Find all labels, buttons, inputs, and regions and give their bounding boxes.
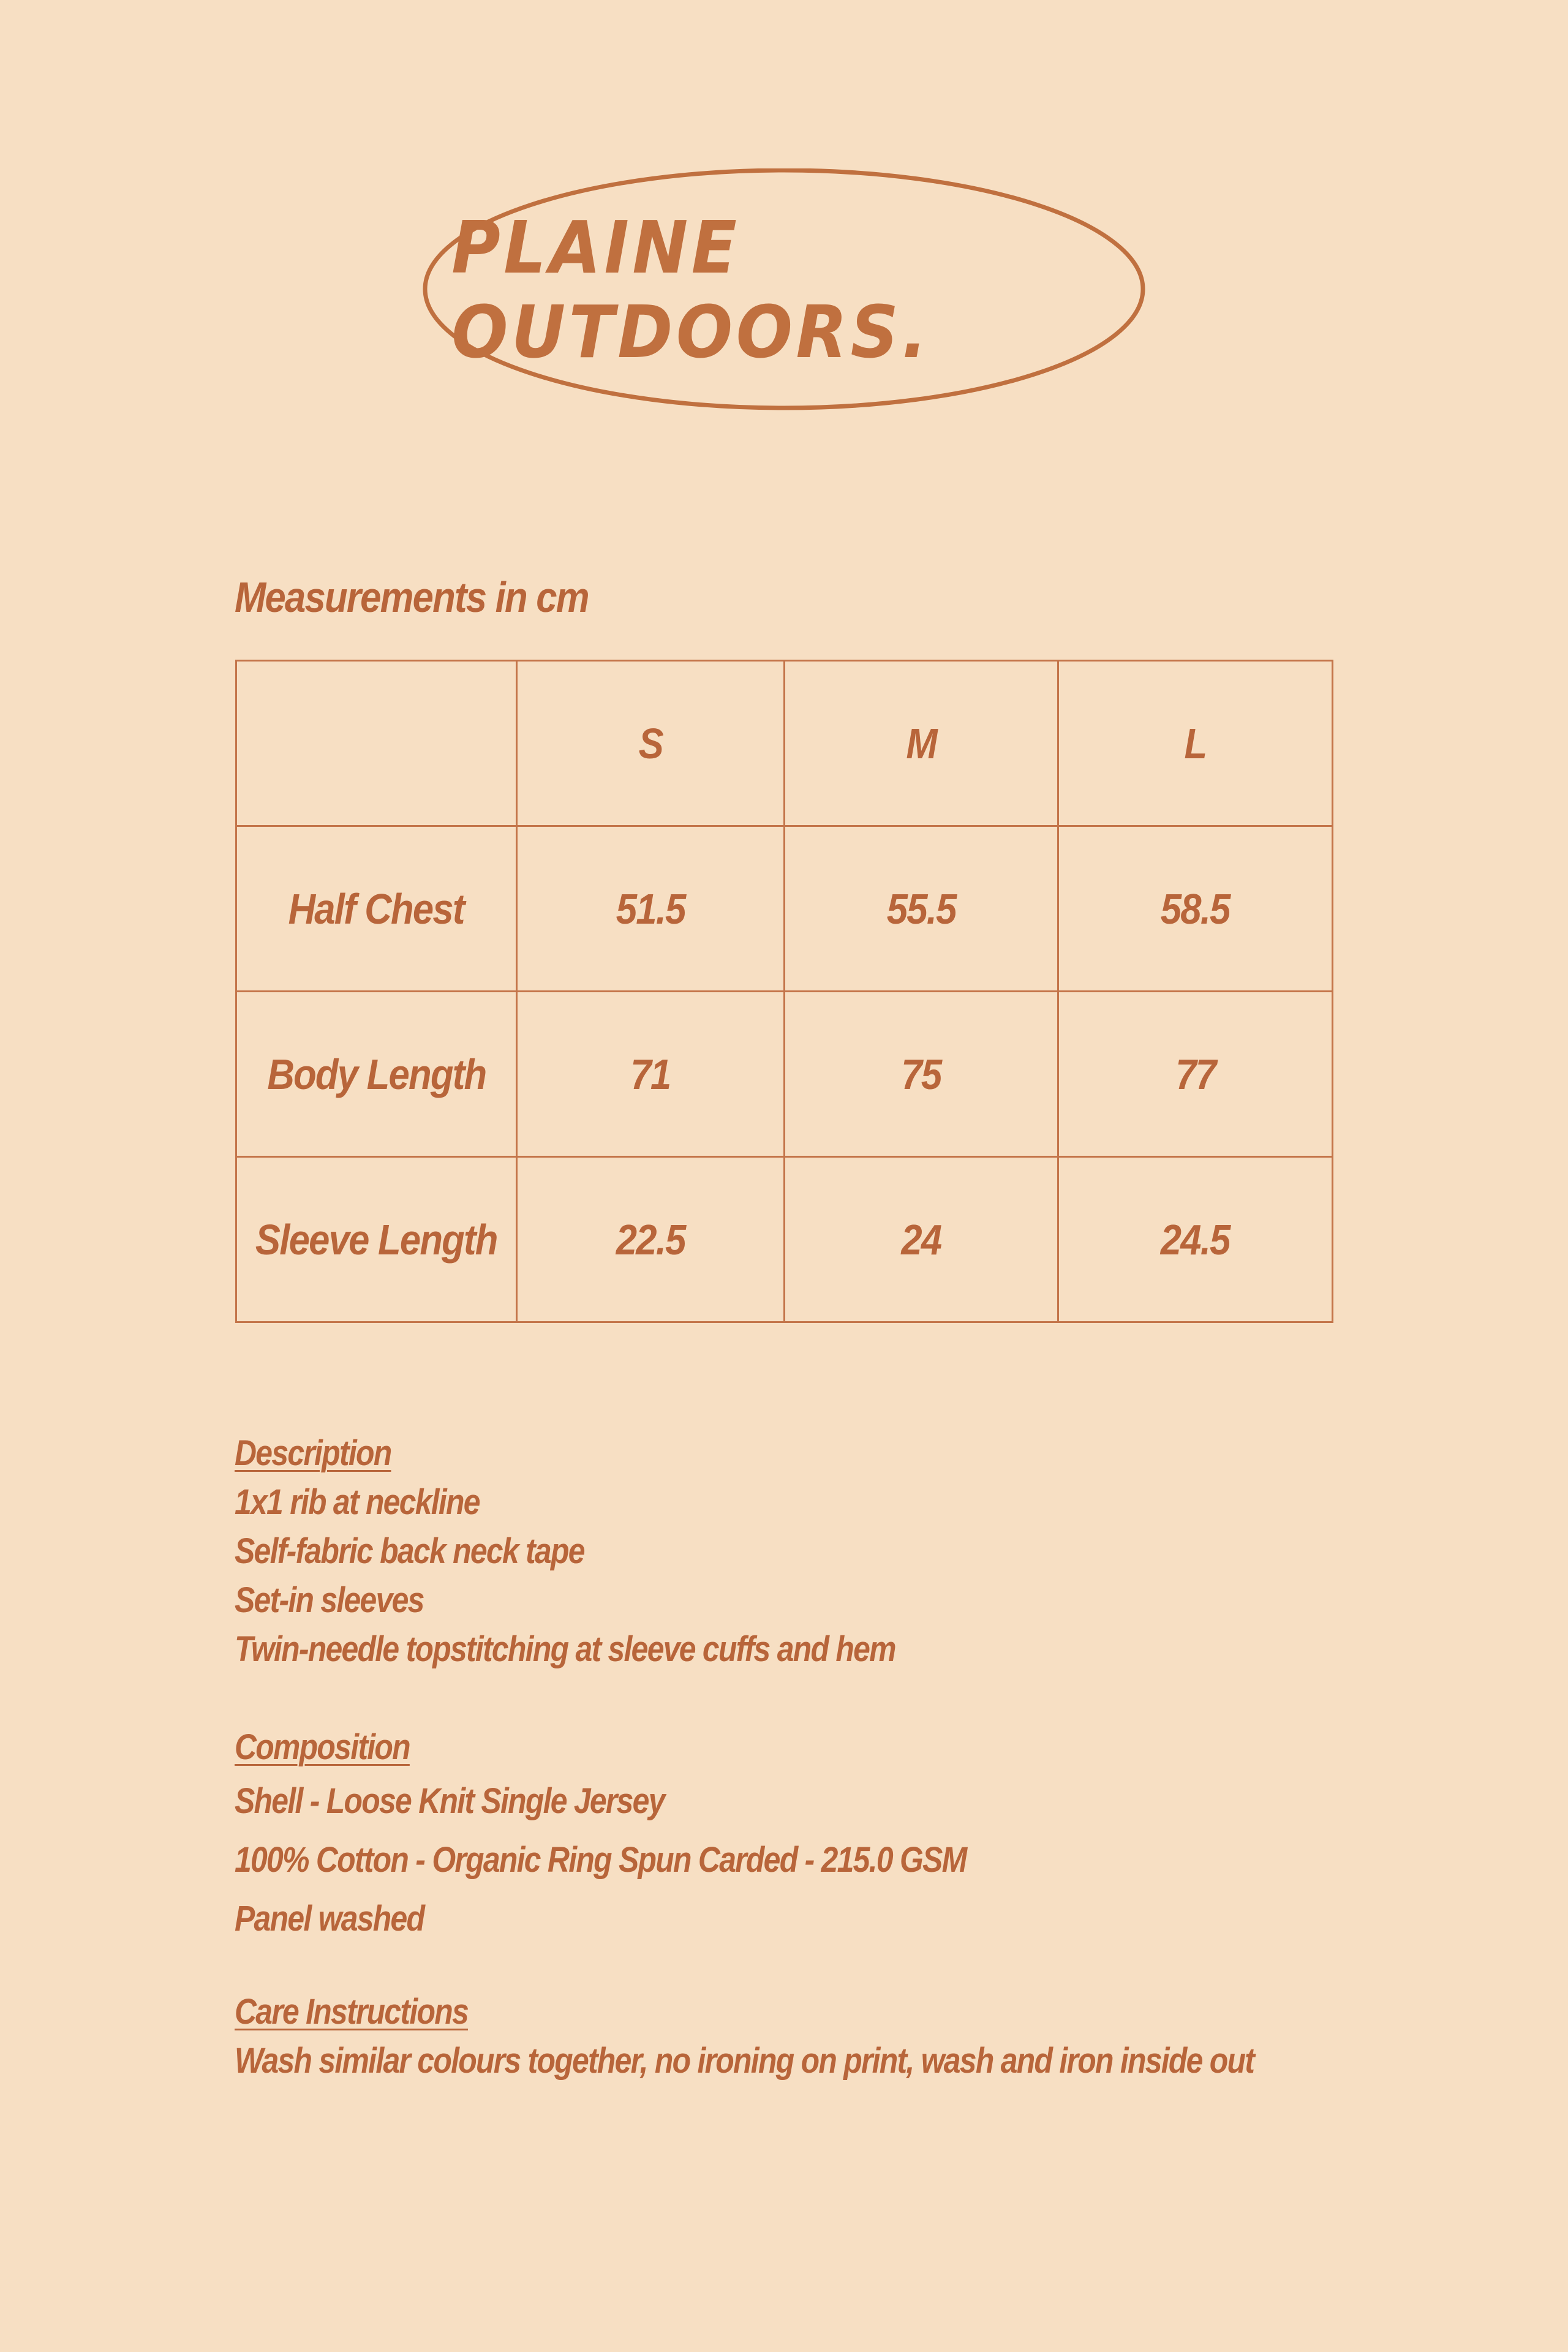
- row-label: Half Chest: [236, 826, 517, 992]
- composition-line: Panel washed: [235, 1899, 424, 1939]
- row-label: Sleeve Length: [236, 1157, 517, 1322]
- brand-logo: [423, 168, 1145, 410]
- size-header-cell: S: [517, 661, 785, 826]
- size-header-cell: M: [785, 661, 1058, 826]
- table-cell: 75: [785, 992, 1058, 1157]
- care-section: [235, 1988, 1254, 2086]
- table-cell: 71: [517, 992, 785, 1157]
- table-cell: 24: [785, 1157, 1058, 1322]
- size-header-cell: L: [1058, 661, 1333, 826]
- size-header-row: [236, 661, 1333, 826]
- care-title: Care Instructions: [235, 1992, 468, 2032]
- description-line: Set-in sleeves: [235, 1580, 424, 1620]
- description-section: [235, 1429, 895, 1674]
- composition-line: 100% Cotton - Organic Ring Spun Carded - 215.0 GSM: [235, 1840, 967, 1880]
- size-chart-table: [235, 660, 1333, 1323]
- table-cell: 24.5: [1058, 1157, 1333, 1322]
- row-label: Body Length: [236, 992, 517, 1157]
- table-row: [236, 1157, 1333, 1322]
- brand-name: PLAINE OUTDOORS.: [451, 205, 931, 374]
- table-cell: 58.5: [1058, 826, 1333, 992]
- composition-section: [235, 1723, 966, 1948]
- composition-title: Composition: [235, 1727, 410, 1767]
- description-line: 1x1 rib at neckline: [235, 1482, 480, 1522]
- table-cell: 22.5: [517, 1157, 785, 1322]
- description-title: Description: [235, 1433, 391, 1473]
- table-cell: 51.5: [517, 826, 785, 992]
- care-line: Wash similar colours together, no ironing on print, wash and iron inside out: [235, 2041, 1254, 2081]
- table-cell: 55.5: [785, 826, 1058, 992]
- table-row: [236, 826, 1333, 992]
- measurements-heading: Measurements in cm: [235, 573, 589, 621]
- composition-line: Shell - Loose Knit Single Jersey: [235, 1781, 665, 1821]
- corner-cell: [236, 661, 517, 826]
- description-line: Self-fabric back neck tape: [235, 1531, 584, 1571]
- description-line: Twin-needle topstitching at sleeve cuffs and hem: [235, 1629, 895, 1669]
- table-cell: 77: [1058, 992, 1333, 1157]
- table-row: [236, 992, 1333, 1157]
